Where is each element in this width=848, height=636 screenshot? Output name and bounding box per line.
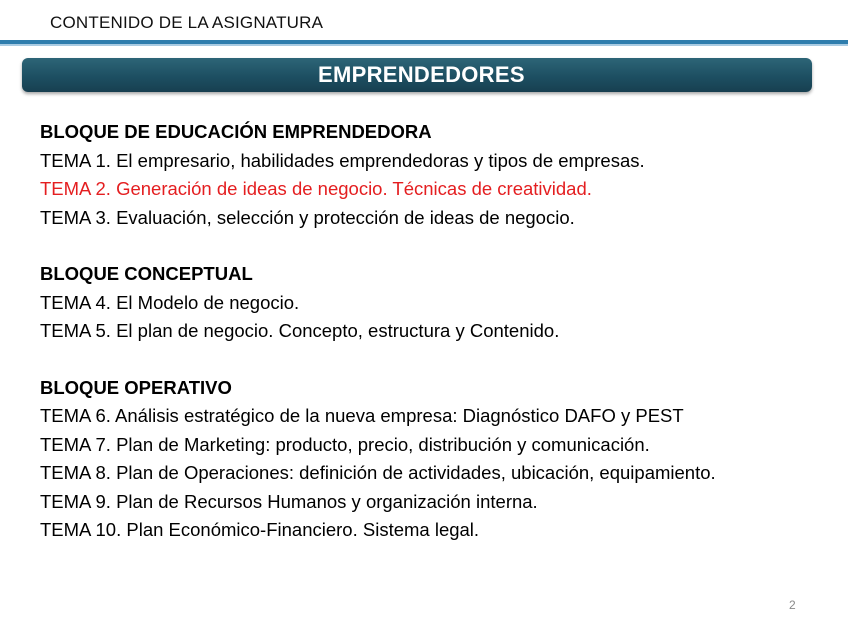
block-operativo [40, 374, 840, 545]
page-number: 2 [789, 598, 796, 612]
block-conceptual [40, 260, 840, 346]
topic-item: TEMA 7. Plan de Marketing: producto, precio, distribución y comunicación. [40, 433, 650, 455]
course-title-banner: EMPRENDEDORES [22, 58, 812, 92]
syllabus-content [40, 118, 840, 573]
topic-item: TEMA 9. Plan de Recursos Humanos y organización interna. [40, 490, 538, 512]
topic-item: TEMA 3. Evaluación, selección y protección de ideas de negocio. [40, 206, 575, 228]
block-heading: BLOQUE OPERATIVO [40, 376, 232, 398]
section-header-title: CONTENIDO DE LA ASIGNATURA [50, 13, 324, 32]
topic-item: TEMA 5. El plan de negocio. Concepto, estructura y Contenido. [40, 320, 560, 341]
topic-item: TEMA 10. Plan Económico-Financiero. Sistema legal. [40, 519, 480, 540]
topic-item-highlighted: TEMA 2. Generación de ideas de negocio. Técnicas de creatividad. [40, 178, 592, 199]
topic-item: TEMA 8. Plan de Operaciones: definición de actividades, ubicación, equipamiento. [40, 462, 716, 483]
topic-item: TEMA 1. El empresario, habilidades emprendedoras y tipos de empresas. [40, 149, 645, 171]
topic-item: TEMA 6. Análisis estratégico de la nueva empresa: Diagnóstico DAFO y PEST [40, 405, 684, 426]
block-heading: BLOQUE DE EDUCACIÓN EMPRENDEDORA [40, 121, 432, 142]
block-heading: BLOQUE CONCEPTUAL [40, 263, 253, 284]
topic-item: TEMA 4. El Modelo de negocio. [40, 291, 300, 313]
header-divider-highlight [0, 44, 848, 46]
block-educacion-emprendedora [40, 118, 840, 232]
